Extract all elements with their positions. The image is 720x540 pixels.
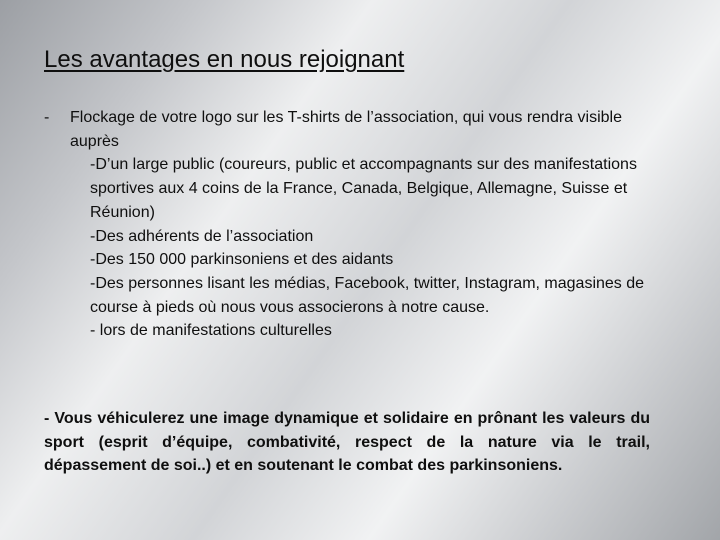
bullet-row (44, 106, 654, 153)
bullet-marker: - (44, 109, 50, 126)
list-item: -Des personnes lisant les médias, Facebook, twitter, Instagram, magasines de course à pieds où nous vous associerons à notre cause. (90, 274, 645, 316)
closing-paragraph: - Vous véhiculerez une image dynamique et solidaire en prônant les valeurs du sport (esprit d’équipe, combativité, respect de la nature via le trail, dépassement de soi..) et en soutenant le combat des parkinsoniens. (44, 410, 650, 475)
list-item: - lors de manifestations culturelles (90, 322, 332, 340)
list-item: -Des 150 000 parkinsoniens et des aidants (90, 251, 394, 269)
slide-title: Les avantages en nous rejoignant (44, 46, 405, 73)
list-item: -Des adhérents de l’association (90, 227, 314, 245)
bullet-block (44, 106, 654, 343)
bullet-text: Flockage de votre logo sur les T-shirts de l’association, qui vous rendra visible auprès (70, 109, 622, 150)
sub-list (44, 153, 654, 343)
list-item: -D’un large public (coureurs, public et accompagnants sur des manifestations sportives aux 4 coins de la France, Canada, Belgique, Allemagne, Suisse et Réunion) (90, 156, 637, 221)
